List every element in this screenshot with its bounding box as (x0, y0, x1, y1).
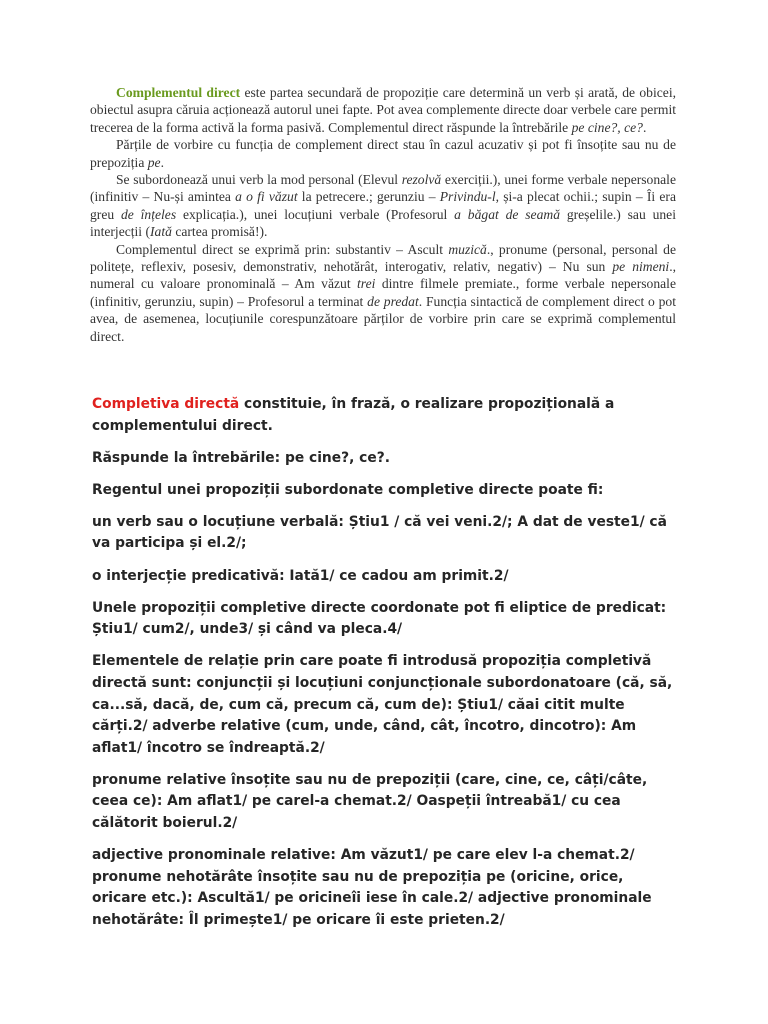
paragraph-regent: Regentul unei propoziții subordonate completive directe poate fi: (92, 481, 604, 498)
example-italic: de predat (367, 293, 419, 309)
text-span: Complementul direct se exprimă prin: substantiv – Ascult (116, 241, 449, 257)
text-span: Se subordonează unui verb la mod personal (Elevul (116, 172, 402, 188)
paragraph-elliptic: Unele propoziții completive directe coordonate pot fi eliptice de predicat: Știu1/ cum2/, unde3/ și când va pleca.4/ (92, 599, 667, 638)
paragraph-subordination (90, 171, 676, 241)
term-completiva-directa: Completiva directă (92, 396, 240, 412)
paragraph-relative-pronouns: pronume relative însoțite sau nu de prepoziții (care, cine, ce, câți/câte, ceea ce): Am aflat1/ pe carel-a chemat.2/ Oaspeții întreabă1/ cu cea călătorit boierul.2/ (92, 771, 648, 831)
paragraph-questions: Răspunde la întrebările: pe cine?, ce?. (92, 449, 390, 466)
text-span: explicația.), unei locuțiuni verbale (Profesorul (176, 206, 455, 222)
question-italic: pe cine?, ce? (571, 119, 643, 135)
grammar-definition-complement-direct (90, 84, 676, 345)
text-span: exerciții.), unei forme verbale nepersonale (infinitiv – Nu-și amintea (90, 172, 676, 205)
text-span: . Funcția sintactică de complement direct o pot avea, de asemenea, locuțiunile corespunzătoare părților de vorbire prin care se exprimă complementul direct. (90, 293, 676, 344)
text-span: constituie, în frază, o realizare propozițională a complementului direct. (92, 396, 615, 434)
text-span: la petrecere.; gerunziu – (297, 189, 440, 205)
term-complementul-direct: Complementul direct (116, 85, 241, 100)
example-italic: de înțeles (120, 206, 177, 222)
paragraph-interjection-example: o interjecție predicativă: Iată1/ ce cadou am primit.2/ (92, 567, 509, 584)
text-span: greșelile.) sau unei interjecții ( (90, 206, 676, 240)
preposition-italic: pe (147, 154, 161, 170)
example-italic: rezolvă (401, 172, 442, 188)
paragraph-case (90, 136, 676, 171)
text-span: cartea promisă!). (171, 224, 268, 240)
example-italic: Privindu-l (439, 189, 496, 205)
example-italic: a o fi văzut (235, 189, 298, 205)
paragraph-relation-elements: Elementele de relație prin care poate fi introdusă propoziția completivă directă sunt: conjuncții și locuțiuni conjuncționale subordonatoare (că, să, ca...să, dacă, de, cum că, precum că, cum de): Știu1/ căai citit multe cărți.2/ adverbe relative (cum, unde, când, cât, încotro, dincotro): Am aflat1/ încotro se îndreaptă.2/ (92, 653, 673, 756)
paragraph-expression (90, 241, 676, 345)
example-italic: trei (357, 276, 376, 292)
text-span: ., pronume (personal, personal de politețe, reflexiv, posesiv, demonstrativ, nehotărât, interogativ, relativ, negativ) – Nu sun (90, 241, 677, 275)
text-span: este partea secundară de propoziție care determină un verb și arată, de obicei, obiectul asupra căruia acționează autorul unei fapte. Pot avea complemente directe doar verbele care permit trecerea de la forma activă la forma pasivă. Complementul direct răspunde la întrebările (90, 85, 676, 135)
text-span: dintre filmele premiate., forme verbale nepersonale (infinitiv, gerunziu, supin) – Profesorul a terminat (90, 276, 676, 309)
example-italic: a băgat de seamă (454, 206, 560, 222)
paragraph-verb-example: un verb sau o locuțiune verbală: Știu1 / că vei veni.2/; A dat de veste1/ că va participa și el.2/; (92, 513, 667, 552)
example-italic: pe nimeni (612, 259, 670, 275)
text-span: . (642, 119, 647, 135)
example-italic: Iată (150, 224, 172, 240)
example-italic: muzică (448, 241, 487, 257)
text-span: Părțile de vorbire cu funcția de complement direct stau în cazul acuzativ și pot fi însoțite sau nu de prepoziția (90, 137, 676, 170)
text-span: . (160, 154, 164, 170)
text-span: , și-a plecat ochii.; supin – Îi era greu (90, 189, 676, 222)
paragraph-definition (90, 84, 676, 136)
paragraph-completiva-definition (92, 394, 682, 437)
text-span: ., numeral cu valoare pronominală – Am văzut (90, 259, 676, 292)
paragraph-adjectives: adjective pronominale relative: Am văzut1/ pe care elev l-a chemat.2/ pronume nehotărâte însoțite sau nu de prepoziția pe (oricine, orice, oricare etc.): Ascultă1/ pe oricineîi iese în cale.2/ adjective pronominale nehotărâte: Îl primește1/ pe oricare îi este prieten.2/ (92, 847, 652, 928)
grammar-completiva-directa (92, 394, 682, 942)
